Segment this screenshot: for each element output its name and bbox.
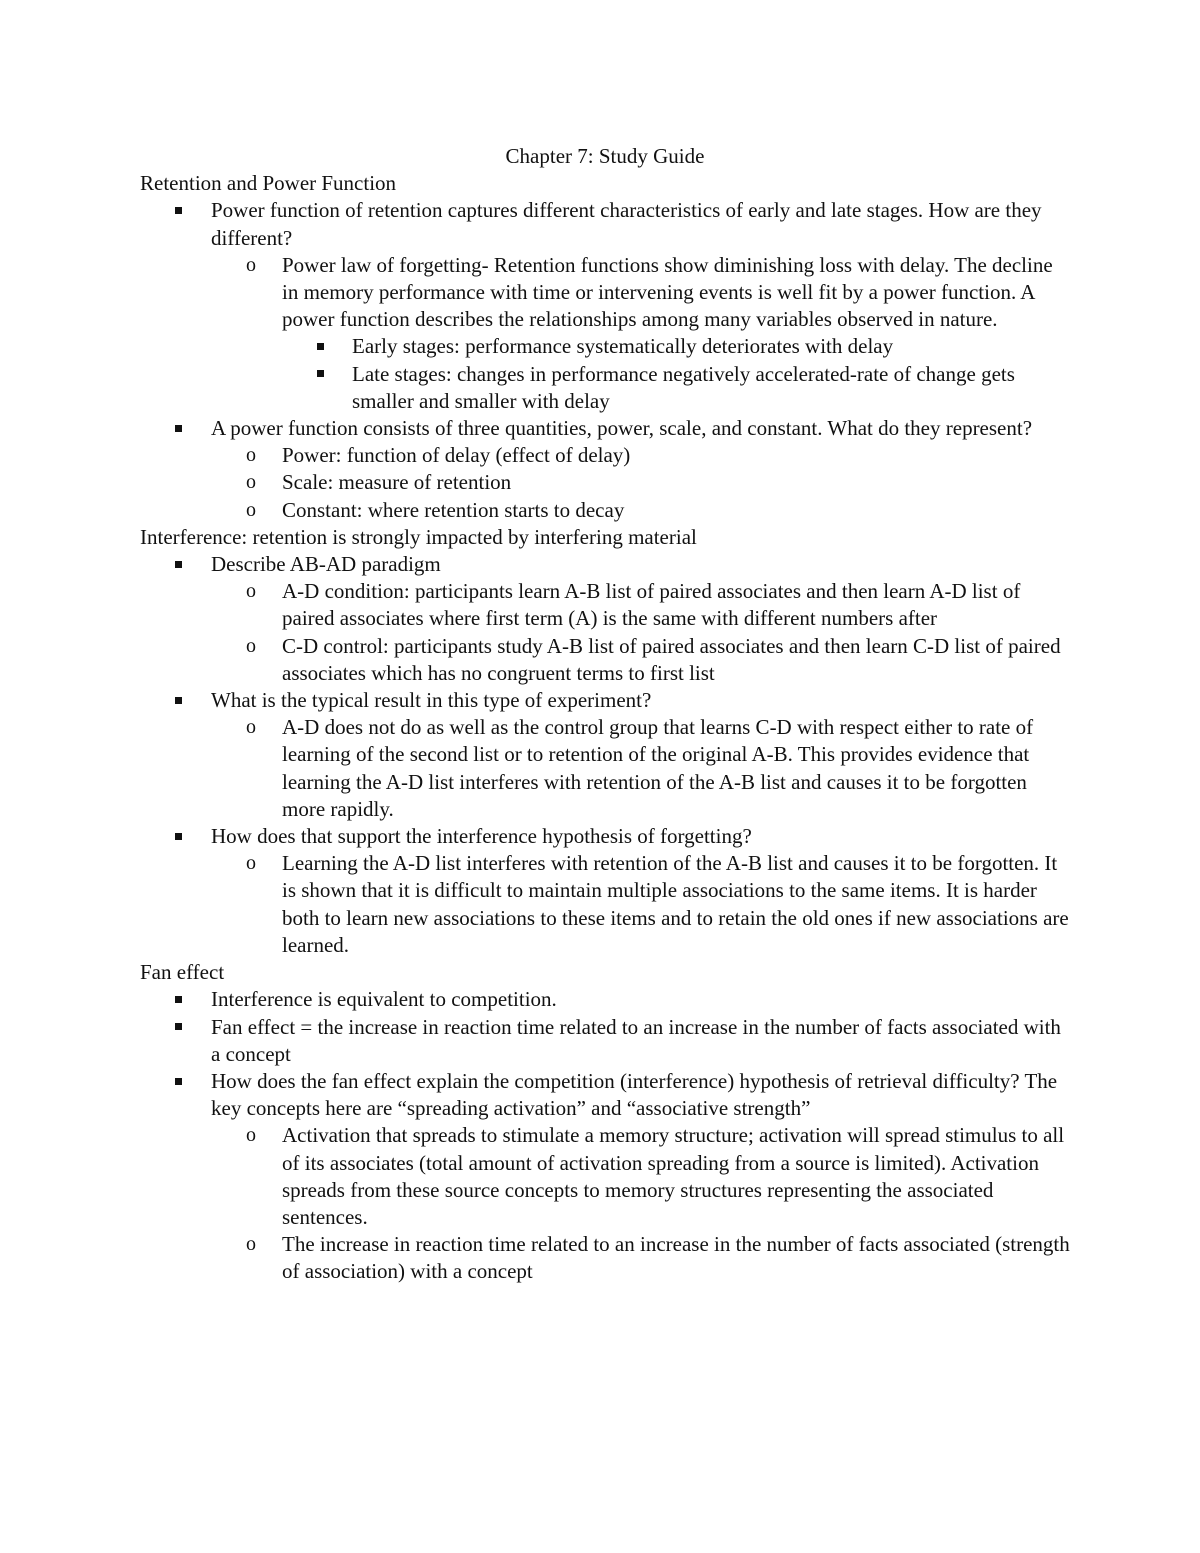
square-bullet-shape — [175, 207, 182, 214]
section-heading: Fan effect — [140, 960, 225, 985]
circle-bullet-icon: o — [246, 634, 256, 657]
list-item-text: How does that support the interference hypothesis of forgetting? — [211, 824, 752, 849]
list-item — [140, 197, 1070, 251]
square-bullet-icon — [175, 986, 195, 1013]
circle-bullet-icon: o — [246, 253, 256, 276]
sub-list-item — [140, 252, 1070, 334]
square-bullet-icon — [175, 823, 195, 850]
square-bullet-icon — [175, 415, 195, 442]
sub-list-item — [140, 442, 1070, 469]
list-item — [140, 551, 1070, 578]
list-item — [140, 687, 1070, 714]
page-title: Chapter 7: Study Guide — [505, 144, 705, 168]
square-bullet-icon — [175, 1014, 195, 1041]
square-bullet-icon — [317, 333, 337, 360]
list-item-text: Describe AB-AD paradigm — [211, 552, 441, 577]
bullet-list — [140, 197, 1070, 523]
square-bullet-shape — [317, 370, 324, 377]
square-bullet-icon — [175, 197, 195, 224]
sub-list-item — [140, 469, 1070, 496]
list-item — [140, 1014, 1070, 1068]
square-bullet-shape — [317, 343, 324, 350]
list-item-text: Fan effect = the increase in reaction time related to an increase in the number of facts associated with a concept — [211, 1014, 1061, 1066]
square-bullet-icon — [175, 1068, 195, 1095]
sections-container — [140, 170, 1070, 1285]
circle-bullet-icon: o — [246, 1233, 256, 1256]
square-bullet-shape — [175, 1023, 182, 1030]
sub-sub-list-item-text: Late stages: changes in performance negatively accelerated-rate of change gets smaller and smaller with delay — [352, 361, 1015, 413]
sub-list-item — [140, 1122, 1070, 1231]
square-bullet-shape — [175, 1078, 182, 1085]
sub-list-item-text: A-D does not do as well as the control group that learns C-D with respect either to rate of learning of the second list or to retention of the original A-B. This provides evidence that learning the A-D list interferes with retention of the A-B list and causes it to be forgotten more rapidly. — [282, 715, 1034, 821]
document-body — [140, 143, 1070, 1286]
list-item — [140, 986, 1070, 1013]
sub-list-item-text: Scale: measure of retention — [282, 470, 512, 495]
list-item-text: A power function consists of three quantities, power, scale, and constant. What do they represent? — [211, 416, 1033, 441]
sub-list-item-text: C-D control: participants study A-B list of paired associates and then learn C-D list of paired associates which has no congruent terms to first list — [282, 633, 1061, 685]
sub-list-item-text: Power law of forgetting- Retention functions show diminishing loss with delay. The decline in memory performance with time or intervening events is well fit by a power function. A power function describes the relationships among many variables observed in nature. — [282, 252, 1053, 332]
square-bullet-shape — [175, 697, 182, 704]
square-bullet-icon — [317, 361, 337, 388]
sub-list-item-text: Learning the A-D list interferes with retention of the A-B list and causes it to be forgotten. It is shown that it is difficult to maintain multiple associations to the same items. It is harder both to learn new associations to these items and to retain the old ones if new associations are learned. — [282, 851, 1069, 957]
sub-list-item — [140, 714, 1070, 823]
circle-bullet-icon: o — [246, 852, 256, 875]
square-bullet-shape — [175, 561, 182, 568]
sub-list-item — [140, 578, 1070, 632]
list-item — [140, 415, 1070, 442]
sub-list-item — [140, 497, 1070, 524]
circle-bullet-icon: o — [246, 1124, 256, 1147]
list-item-text: What is the typical result in this type of experiment? — [211, 688, 652, 713]
list-item — [140, 1068, 1070, 1122]
sub-list-item-text: The increase in reaction time related to an increase in the number of facts associated (strength of association) with a concept — [282, 1232, 1070, 1284]
list-item-text: How does the fan effect explain the competition (interference) hypothesis of retrieval difficulty? The key concepts here are “spreading activation” and “associative strength” — [211, 1068, 1058, 1121]
sub-list-item-text: Activation that spreads to stimulate a memory structure; activation will spread stimulus to all of its associates (total amount of activation spreading from a source is limited). Activation spreads from these source concepts to memory structures representing the associated sentences. — [282, 1123, 1065, 1229]
section-heading: Retention and Power Function — [140, 171, 397, 196]
square-bullet-icon — [175, 551, 195, 578]
square-bullet-shape — [175, 425, 182, 432]
sub-list-item-text: Power: function of delay (effect of delay) — [282, 443, 631, 468]
circle-bullet-icon: o — [246, 471, 256, 494]
sub-sub-list-item — [140, 333, 1070, 360]
sub-list-item-text: A-D condition: participants learn A-B list of paired associates and then learn A-D list of paired associates where first term (A) is the same with different numbers after — [282, 579, 1021, 631]
list-item-text: Interference is equivalent to competition. — [211, 987, 557, 1012]
circle-bullet-icon: o — [246, 498, 256, 521]
sub-sub-list-item — [140, 361, 1070, 415]
bullet-list — [140, 551, 1070, 959]
circle-bullet-icon: o — [246, 444, 256, 467]
list-item-text: Power function of retention captures different characteristics of early and late stages. How are they different? — [211, 198, 1042, 250]
bullet-list — [140, 986, 1070, 1285]
circle-bullet-icon: o — [246, 716, 256, 739]
circle-bullet-icon: o — [246, 580, 256, 603]
sub-list-item-text: Constant: where retention starts to decay — [282, 497, 625, 522]
square-bullet-shape — [175, 833, 182, 840]
sub-sub-list-item-text: Early stages: performance systematically deteriorates with delay — [352, 334, 894, 359]
section-heading: Interference: retention is strongly impacted by interfering material — [140, 524, 697, 549]
sub-list-item — [140, 1231, 1070, 1285]
square-bullet-shape — [175, 996, 182, 1003]
list-item — [140, 823, 1070, 850]
sub-list-item — [140, 633, 1070, 687]
sub-list-item — [140, 850, 1070, 959]
square-bullet-icon — [175, 687, 195, 714]
